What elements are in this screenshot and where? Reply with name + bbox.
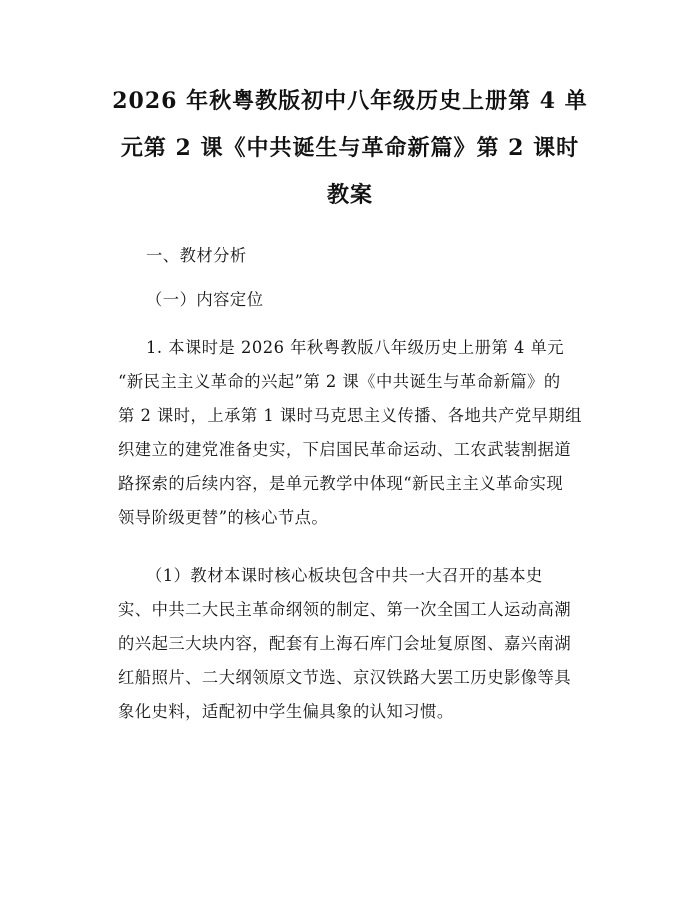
paragraph-1-line: 路探索的后续内容，是单元教学中体现“新民主主义革命实现 xyxy=(118,474,564,493)
paragraph-1-line: “新民主主义革命的兴起”第 2 课《中共诞生与革命新篇》的 xyxy=(118,372,561,391)
section-heading: 一、教材分析 xyxy=(146,246,247,265)
paragraph-1-line: 第 2 课时，上承第 1 课时马克思主义传播、各地共产党早期组 xyxy=(118,406,582,425)
paragraph-2-line: 象化史料，适配初中学生偏具象的认知习惯。 xyxy=(118,702,454,721)
document-title xyxy=(92,78,608,219)
title-line-2: 元第 2 课《中共诞生与革命新篇》第 2 课时 xyxy=(120,135,580,161)
paragraph-1-line: 织建立的建党准备史实，下启国民革命运动、工农武装割据道 xyxy=(118,440,572,459)
paragraph-1-line: 1. 本课时是 2026 年秋粤教版八年级历史上册第 4 单元 xyxy=(146,338,565,357)
paragraph-1 xyxy=(118,338,598,542)
subsection-heading: （一）内容定位 xyxy=(146,290,264,309)
paragraph-2-line: 红船照片、二大纲领原文节选、京汉铁路大罢工历史影像等具 xyxy=(118,668,572,687)
title-line-3: 教案 xyxy=(326,182,373,208)
title-line-1: 2026 年秋粤教版初中八年级历史上册第 4 单 xyxy=(112,88,588,114)
paragraph-2-line: 实、中共二大民主革命纲领的制定、第一次全国工人运动高潮 xyxy=(118,600,572,619)
paragraph-2-line: 的兴起三大块内容，配套有上海石库门会址复原图、嘉兴南湖 xyxy=(118,634,572,653)
paragraph-2 xyxy=(118,566,598,736)
paragraph-1-line: 领导阶级更替”的核心节点。 xyxy=(118,508,329,527)
paragraph-2-line: （1）教材本课时核心板块包含中共一大召开的基本史 xyxy=(146,566,543,585)
